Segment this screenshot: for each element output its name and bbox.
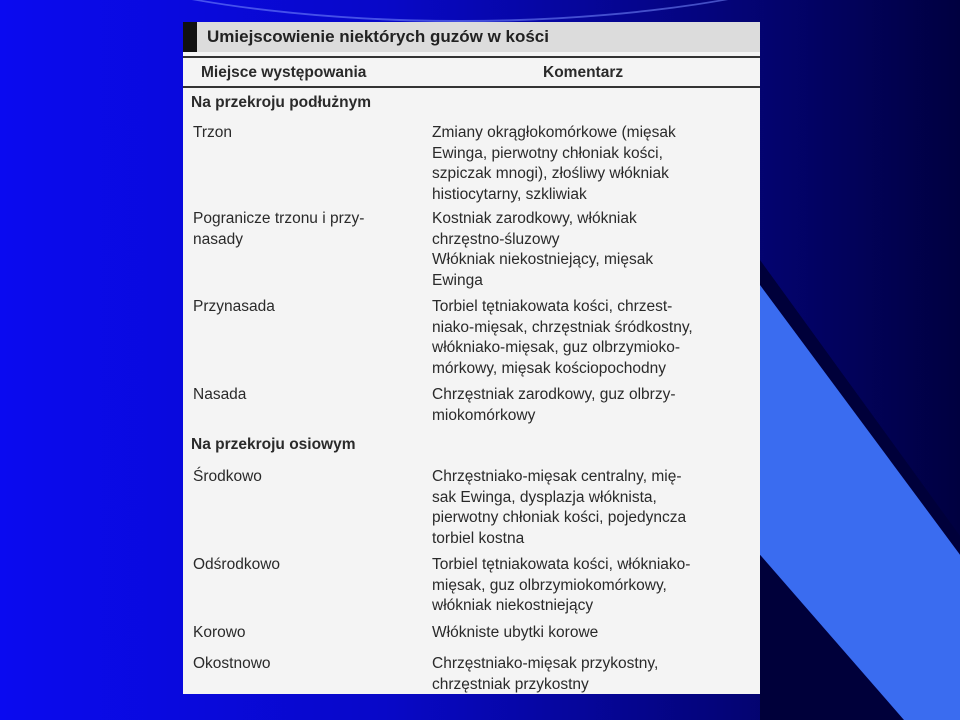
place-cell <box>193 297 413 318</box>
section-heading: Na przekroju osiowym <box>191 436 356 453</box>
text-line: niako-mięsak, chrzęstniak śródkostny, <box>432 318 693 336</box>
text-line: Kostniak zarodkowy, włókniak <box>432 210 637 227</box>
text-line: Korowo <box>193 624 246 641</box>
place-cell <box>193 623 413 644</box>
text-line: Zmiany okrągłokomórkowe (mięsak <box>432 124 676 141</box>
text-line: Odśrodkowo <box>193 556 281 573</box>
text-line: Ewinga, pierwotny chłoniak kości, <box>432 144 663 162</box>
place-cell <box>193 467 413 488</box>
text-line: Torbiel tętniakowata kości, włókniako- <box>432 556 691 573</box>
text-line: Okostnowo <box>193 655 271 672</box>
place-cell <box>193 209 413 250</box>
comment-cell <box>432 209 758 291</box>
comment-cell <box>432 297 758 379</box>
text-line: Ewinga <box>432 271 483 289</box>
text-line: Pogranicze trzonu i przy- <box>193 210 365 227</box>
header-place: Miejsce występowania <box>201 64 367 81</box>
table-header <box>183 58 760 88</box>
text-line: włókniako-mięsak, guz olbrzymioko- <box>432 339 681 356</box>
text-line: nasady <box>193 230 243 248</box>
text-line: Torbiel tętniakowata kości, chrzest- <box>432 298 673 315</box>
scanned-table <box>183 22 760 694</box>
comment-cell <box>432 467 758 549</box>
table-title: Umiejscowienie niektórych guzów w kości <box>207 27 549 46</box>
text-line: mórkowy, mięsak kościopochodny <box>432 359 667 377</box>
text-line: Włókniste ubytki korowe <box>432 624 599 641</box>
text-line: chrzęstno-śluzowy <box>432 230 560 248</box>
header-comment: Komentarz <box>543 64 624 81</box>
text-line: Trzon <box>193 124 233 141</box>
place-cell <box>193 123 413 144</box>
text-line: Środkowo <box>193 468 262 485</box>
text-line: szpiczak mnogi), złośliwy włókniak <box>432 165 669 182</box>
text-line: Nasada <box>193 386 247 403</box>
table-title-bar <box>183 22 760 52</box>
text-line: Przynasada <box>193 298 275 315</box>
text-line: Chrzęstniako-mięsak centralny, mię- <box>432 468 682 485</box>
comment-cell <box>432 623 758 644</box>
text-line: Włókniak niekostniejący, mięsak <box>432 251 654 268</box>
title-marker <box>183 22 197 52</box>
text-line: histiocytarny, szkliwiak <box>432 185 587 203</box>
background-arc <box>0 0 960 22</box>
text-line: Chrzęstniak zarodkowy, guz olbrzy- <box>432 386 676 403</box>
place-cell <box>193 555 413 576</box>
comment-cell <box>432 385 758 426</box>
text-line: włókniak niekostniejący <box>432 597 594 614</box>
text-line: sak Ewinga, dysplazja włóknista, <box>432 488 657 506</box>
comment-cell <box>432 654 758 694</box>
comment-cell <box>432 555 758 617</box>
text-line: pierwotny chłoniak kości, pojedyncza <box>432 509 687 526</box>
section-heading: Na przekroju podłużnym <box>191 94 371 111</box>
text-line: Chrzęstniako-mięsak przykostny, <box>432 655 659 672</box>
comment-cell <box>432 123 758 205</box>
text-line: torbiel kostna <box>432 529 525 547</box>
text-line: chrzęstniak przykostny <box>432 675 589 693</box>
text-line: miokomórkowy <box>432 406 536 424</box>
place-cell <box>193 654 413 675</box>
text-line: mięsak, guz olbrzymiokomórkowy, <box>432 576 667 594</box>
place-cell <box>193 385 413 406</box>
header-rule <box>183 86 760 88</box>
